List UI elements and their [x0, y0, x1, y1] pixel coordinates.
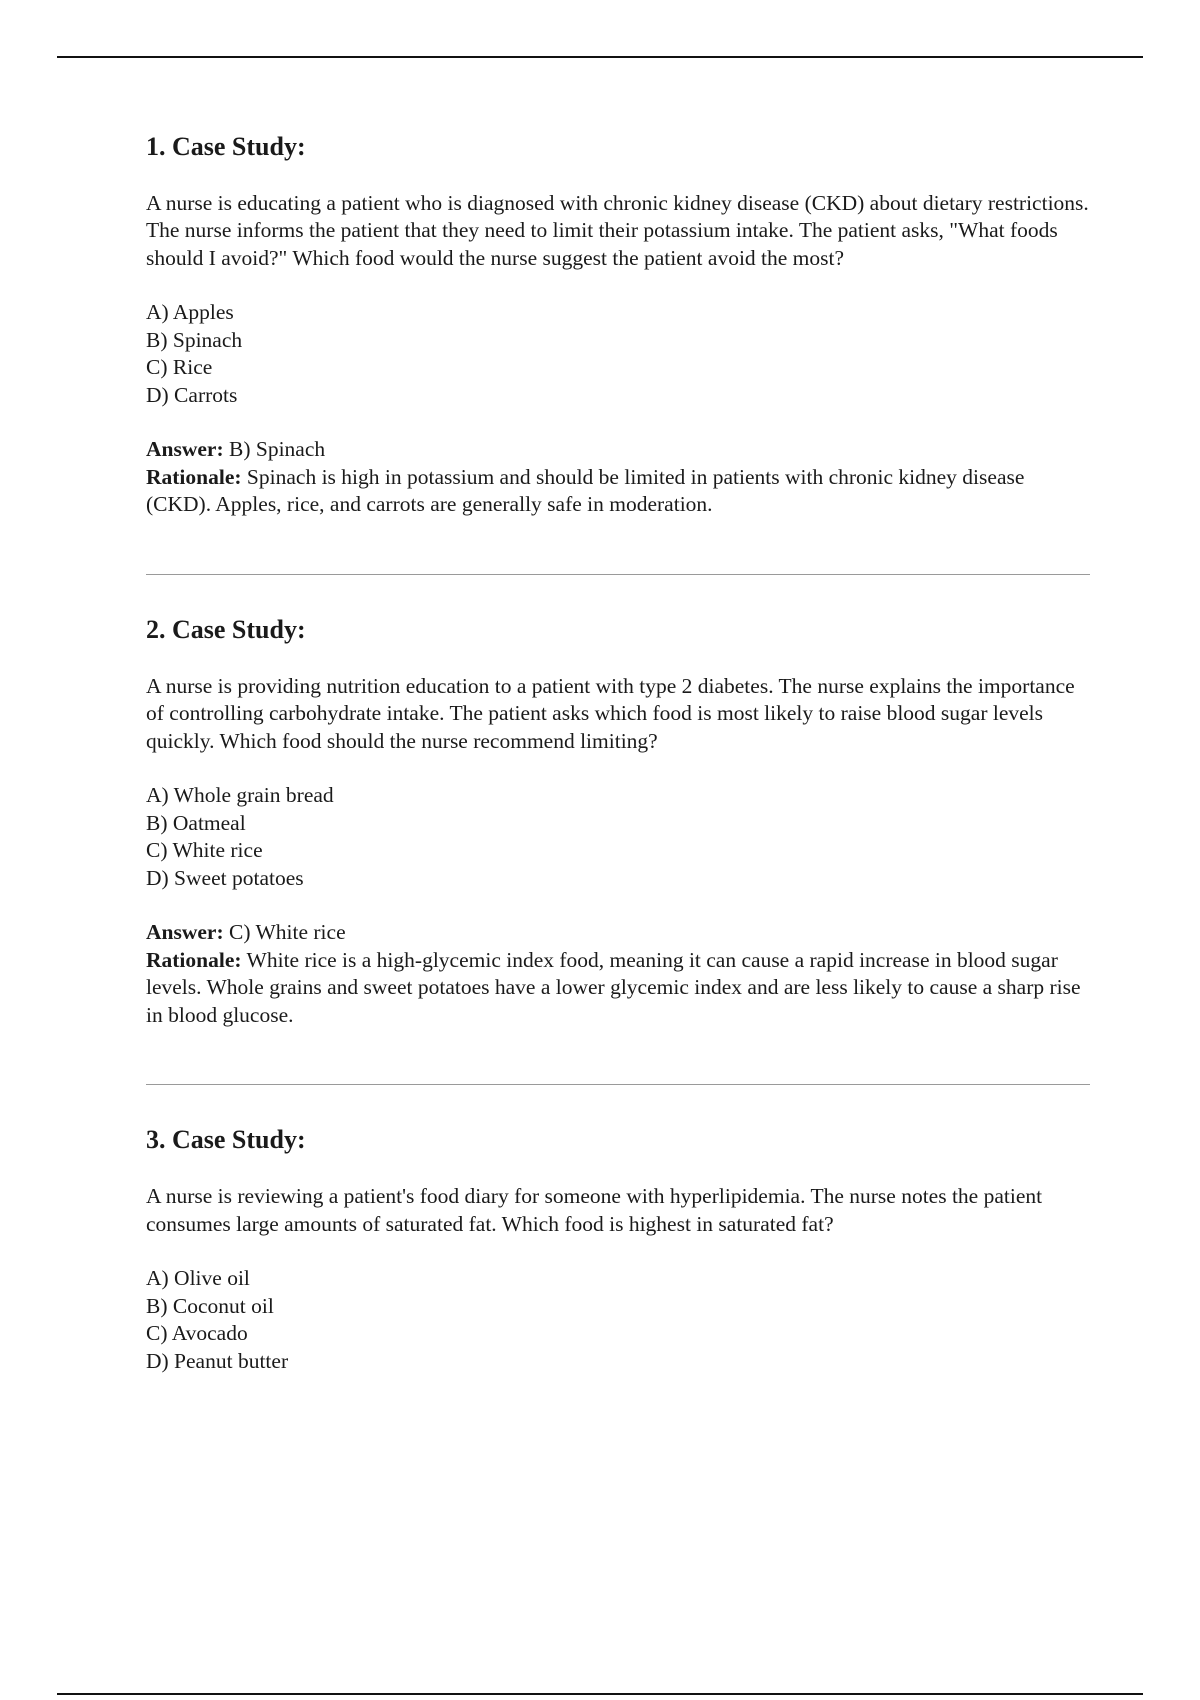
page-bottom-rule [57, 1693, 1143, 1695]
question-text: A nurse is reviewing a patient's food diary for someone with hyperlipidemia. The nurse notes the patient consumes large amounts of saturated fat. Which food is highest in saturated fat? [146, 1184, 1043, 1236]
question-3 [146, 1125, 1090, 1375]
option-b: B) Oatmeal [146, 810, 246, 835]
section-divider [146, 574, 1090, 575]
option-d: D) Sweet potatoes [146, 865, 304, 890]
option-c: C) White rice [146, 838, 263, 863]
section-divider [146, 1084, 1090, 1085]
answer-block [146, 919, 1090, 1029]
option-d: D) Peanut butter [146, 1348, 289, 1373]
option-c: C) Rice [146, 355, 213, 380]
option-c: C) Avocado [146, 1321, 248, 1346]
question-title: 1. Case Study: [146, 132, 306, 161]
question-1 [146, 132, 1090, 519]
question-text: A nurse is providing nutrition education to a patient with type 2 diabetes. The nurse explains the importance of controlling carbohydrate intake. The patient asks which food is most likely to raise blood sugar levels quickly. Which food should the nurse recommend limiting? [146, 673, 1075, 753]
option-b: B) Spinach [146, 327, 243, 352]
option-a: A) Apples [146, 300, 234, 325]
page-top-rule [57, 56, 1143, 58]
option-list [146, 1265, 1090, 1375]
option-list [146, 782, 1090, 892]
option-a: A) Whole grain bread [146, 783, 334, 808]
answer-line [146, 436, 1090, 464]
rationale-text: Spinach is high in potassium and should be limited in patients with chronic kidney disease (CKD). Apples, rice, and carrots are generally safe in moderation. [146, 464, 1025, 517]
answer-block [146, 436, 1090, 519]
document-body [146, 132, 1090, 1402]
rationale-label: Rationale: [146, 464, 242, 489]
question-title: 3. Case Study: [146, 1125, 306, 1155]
rationale-text: White rice is a high-glycemic index food, meaning it can cause a rapid increase in blood sugar levels. Whole grains and sweet potatoes have a lower glycemic index and are less likely to cause a sharp rise in blood glucose. [146, 947, 1081, 1027]
answer-line [146, 919, 1090, 947]
answer-value: B) Spinach [229, 437, 326, 462]
answer-value: C) White rice [229, 920, 346, 945]
option-a: A) Olive oil [146, 1266, 250, 1291]
question-2 [146, 615, 1090, 1029]
rationale-line [146, 464, 1090, 519]
option-d: D) Carrots [146, 382, 238, 407]
question-title: 2. Case Study: [146, 614, 306, 644]
option-b: B) Coconut oil [146, 1293, 274, 1318]
option-list [146, 299, 1090, 409]
rationale-label: Rationale: [146, 947, 242, 972]
rationale-line [146, 947, 1090, 1030]
answer-label: Answer: [146, 437, 224, 462]
answer-label: Answer: [146, 920, 224, 945]
question-text: A nurse is educating a patient who is diagnosed with chronic kidney disease (CKD) about dietary restrictions. The nurse informs the patient that they need to limit their potassium intake. The patient asks, "What foods should I avoid?" Which food would the nurse suggest the patient avoid the most? [146, 190, 1089, 270]
